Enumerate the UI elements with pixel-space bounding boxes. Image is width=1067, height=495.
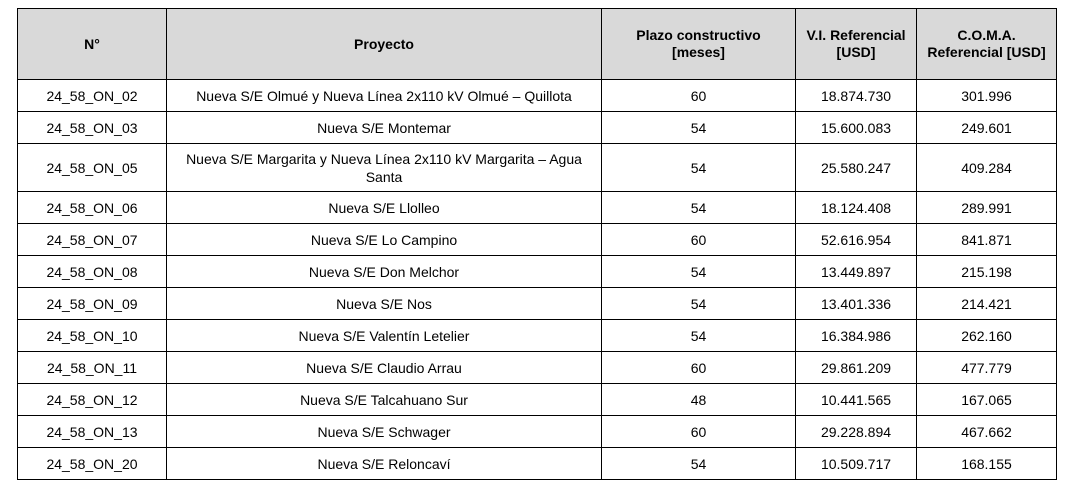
cell-numero: 24_58_ON_02	[18, 80, 167, 112]
cell-vi: 29.228.894	[796, 416, 917, 448]
cell-plazo: 48	[602, 384, 796, 416]
cell-coma: 467.662	[917, 416, 1057, 448]
header-coma: C.O.M.A. Referencial [USD]	[917, 9, 1057, 80]
cell-proyecto: Nueva S/E Lo Campino	[167, 224, 602, 256]
cell-numero: 24_58_ON_08	[18, 256, 167, 288]
cell-coma: 289.991	[917, 192, 1057, 224]
table-row	[18, 320, 1057, 352]
cell-numero: 24_58_ON_06	[18, 192, 167, 224]
cell-coma: 214.421	[917, 288, 1057, 320]
table-row	[18, 112, 1057, 144]
cell-coma: 301.996	[917, 80, 1057, 112]
table-row	[18, 144, 1057, 192]
cell-plazo: 54	[602, 448, 796, 480]
cell-coma: 841.871	[917, 224, 1057, 256]
table-row	[18, 416, 1057, 448]
cell-proyecto: Nueva S/E Talcahuano Sur	[167, 384, 602, 416]
cell-proyecto: Nueva S/E Schwager	[167, 416, 602, 448]
cell-plazo: 60	[602, 224, 796, 256]
cell-coma: 215.198	[917, 256, 1057, 288]
table-row	[18, 80, 1057, 112]
cell-vi: 13.449.897	[796, 256, 917, 288]
table-row	[18, 256, 1057, 288]
cell-proyecto: Nueva S/E Valentín Letelier	[167, 320, 602, 352]
cell-vi: 10.441.565	[796, 384, 917, 416]
table-row	[18, 224, 1057, 256]
cell-numero: 24_58_ON_20	[18, 448, 167, 480]
table-row	[18, 288, 1057, 320]
cell-numero: 24_58_ON_11	[18, 352, 167, 384]
cell-numero: 24_58_ON_07	[18, 224, 167, 256]
cell-numero: 24_58_ON_03	[18, 112, 167, 144]
cell-plazo: 60	[602, 352, 796, 384]
cell-vi: 52.616.954	[796, 224, 917, 256]
cell-coma: 249.601	[917, 112, 1057, 144]
cell-vi: 10.509.717	[796, 448, 917, 480]
cell-plazo: 60	[602, 80, 796, 112]
cell-numero: 24_58_ON_12	[18, 384, 167, 416]
cell-plazo: 54	[602, 192, 796, 224]
cell-vi: 25.580.247	[796, 144, 917, 192]
cell-plazo: 54	[602, 112, 796, 144]
cell-proyecto: Nueva S/E Olmué y Nueva Línea 2x110 kV Olmué – Quillota	[167, 80, 602, 112]
table-header-row	[18, 9, 1057, 80]
table-row	[18, 384, 1057, 416]
header-numero: N°	[18, 9, 167, 80]
header-vi: V.I. Referencial [USD]	[796, 9, 917, 80]
cell-proyecto: Nueva S/E Claudio Arrau	[167, 352, 602, 384]
cell-proyecto: Nueva S/E Don Melchor	[167, 256, 602, 288]
header-proyecto: Proyecto	[167, 9, 602, 80]
cell-numero: 24_58_ON_09	[18, 288, 167, 320]
cell-coma: 167.065	[917, 384, 1057, 416]
cell-numero: 24_58_ON_10	[18, 320, 167, 352]
cell-proyecto: Nueva S/E Nos	[167, 288, 602, 320]
table-row	[18, 352, 1057, 384]
cell-vi: 16.384.986	[796, 320, 917, 352]
cell-proyecto: Nueva S/E Llolleo	[167, 192, 602, 224]
cell-plazo: 54	[602, 320, 796, 352]
cell-coma: 262.160	[917, 320, 1057, 352]
cell-vi: 15.600.083	[796, 112, 917, 144]
cell-vi: 18.124.408	[796, 192, 917, 224]
cell-plazo: 54	[602, 256, 796, 288]
cell-plazo: 54	[602, 288, 796, 320]
cell-coma: 168.155	[917, 448, 1057, 480]
cell-coma: 409.284	[917, 144, 1057, 192]
cell-proyecto: Nueva S/E Margarita y Nueva Línea 2x110 kV Margarita – Agua Santa	[167, 144, 602, 192]
cell-numero: 24_58_ON_05	[18, 144, 167, 192]
cell-numero: 24_58_ON_13	[18, 416, 167, 448]
cell-vi: 18.874.730	[796, 80, 917, 112]
cell-vi: 29.861.209	[796, 352, 917, 384]
table-row	[18, 192, 1057, 224]
cell-coma: 477.779	[917, 352, 1057, 384]
cell-proyecto: Nueva S/E Montemar	[167, 112, 602, 144]
header-plazo: Plazo constructivo [meses]	[602, 9, 796, 80]
cell-plazo: 54	[602, 144, 796, 192]
cell-proyecto: Nueva S/E Reloncaví	[167, 448, 602, 480]
cell-plazo: 60	[602, 416, 796, 448]
projects-table-container	[17, 8, 1057, 480]
table-row	[18, 448, 1057, 480]
cell-vi: 13.401.336	[796, 288, 917, 320]
projects-table	[17, 8, 1057, 480]
